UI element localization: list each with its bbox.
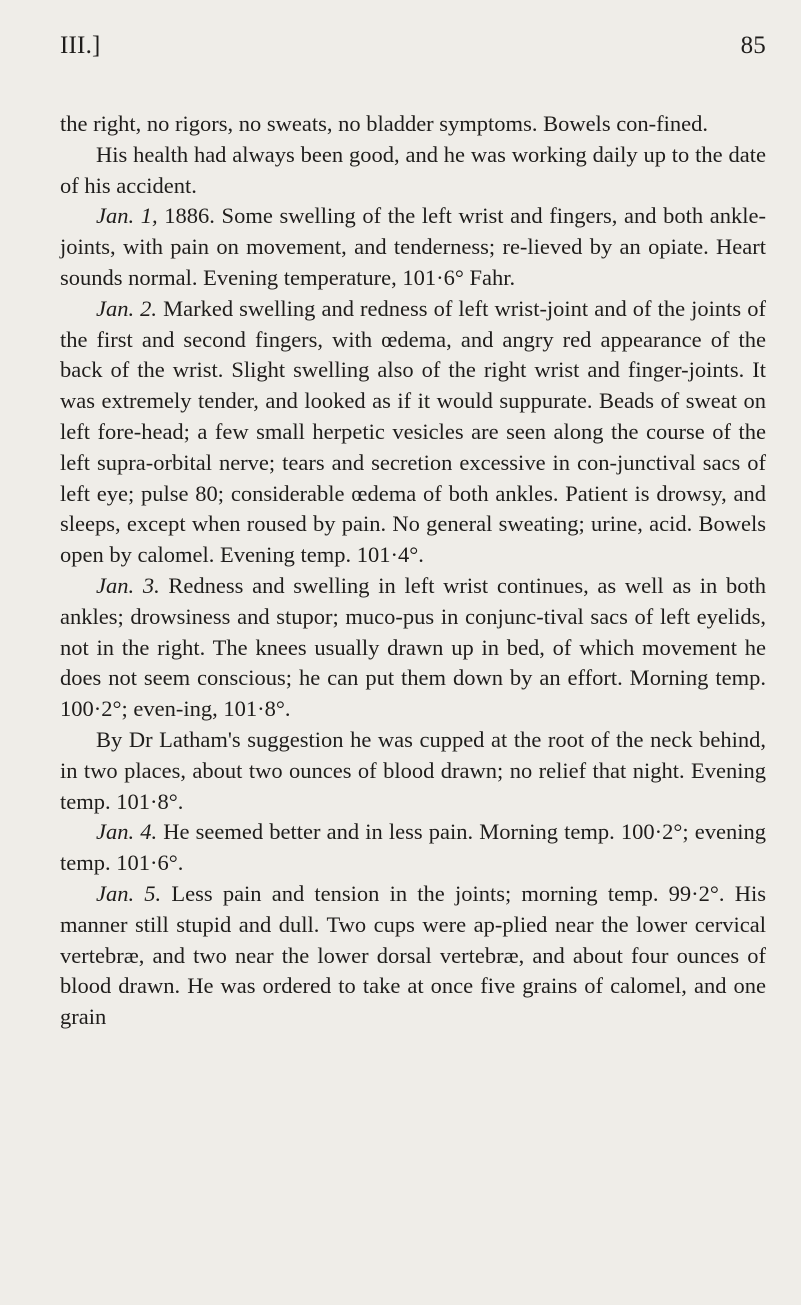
paragraph-text: By Dr Latham's suggestion he was cupped at the root of the neck behind, in two places, about two ounces of blood drawn; no relief that night. Evening temp. 101·8°. <box>60 726 766 814</box>
paragraph-text: Less pain and tension in the joints; morning temp. 99·2°. His manner still stupid and dull. Two cups were ap-plied near the lower cervical vertebræ, and two near the lower dorsal vertebræ, and about four ounces of blood drawn. He was ordered to take at once five grains of calomel, and one grain <box>60 880 766 1030</box>
entry-date: Jan. 3. <box>96 572 160 598</box>
paragraph-jan-1 <box>60 201 766 293</box>
paragraph-jan-2 <box>60 294 766 571</box>
page-number: 85 <box>740 32 766 59</box>
paragraph-cupping <box>60 725 766 817</box>
paragraph-2 <box>60 140 766 202</box>
paragraph-jan-4 <box>60 817 766 879</box>
body-text <box>60 109 766 1033</box>
paragraph-text: Marked swelling and redness of left wrist-joint and of the joints of the first and second fingers, with œdema, and angry red appearance of the back of the wrist. Slight swelling also of the right wrist and finger-joints. It was extremely tender, and looked as if it would suppurate. Beads of sweat on left fore-head; a few small herpetic vesicles are seen along the course of the left supra-orbital nerve; tears and secretion excessive in con-junctival sacs of left eye; pulse 80; considerable œdema of both ankles. Patient is drowsy, and sleeps, except when roused by pain. No general sweating; urine, acid. Bowels open by calomel. Evening temp. 101·4°. <box>60 295 766 568</box>
paragraph-text: Redness and swelling in left wrist continues, as well as in both ankles; drowsiness and stupor; muco-pus in conjunc-tival sacs of left eyelids, not in the right. The knees usually drawn up in bed, of which movement he does not seem conscious; he can put them down by an effort. Morning temp. 100·2°; even-ing, 101·8°. <box>60 572 766 722</box>
chapter-number: III.] <box>60 32 101 59</box>
paragraph-text: He seemed better and in less pain. Morning temp. 100·2°; evening temp. 101·6°. <box>60 819 766 876</box>
entry-date: Jan. 5. <box>96 880 162 906</box>
running-header <box>60 26 766 66</box>
paragraph-text: 1886. Some swelling of the left wrist and fingers, and both ankle-joints, with pain on movement, and tenderness; re-lieved by an opiate. Heart sounds normal. Evening temperature, 101·6° Fahr. <box>60 203 766 290</box>
paragraph-text: the right, no rigors, no sweats, no bladder symptoms. Bowels con-fined. <box>60 111 709 136</box>
paragraph-jan-3 <box>60 571 766 725</box>
paragraph-1 <box>60 109 766 140</box>
paragraph-jan-5 <box>60 879 766 1033</box>
paragraph-text: His health had always been good, and he was working daily up to the date of his accident. <box>60 141 766 198</box>
entry-date: Jan. 2. <box>96 295 158 321</box>
entry-date: Jan. 4. <box>96 819 158 845</box>
entry-date: Jan. 1, <box>96 203 158 229</box>
